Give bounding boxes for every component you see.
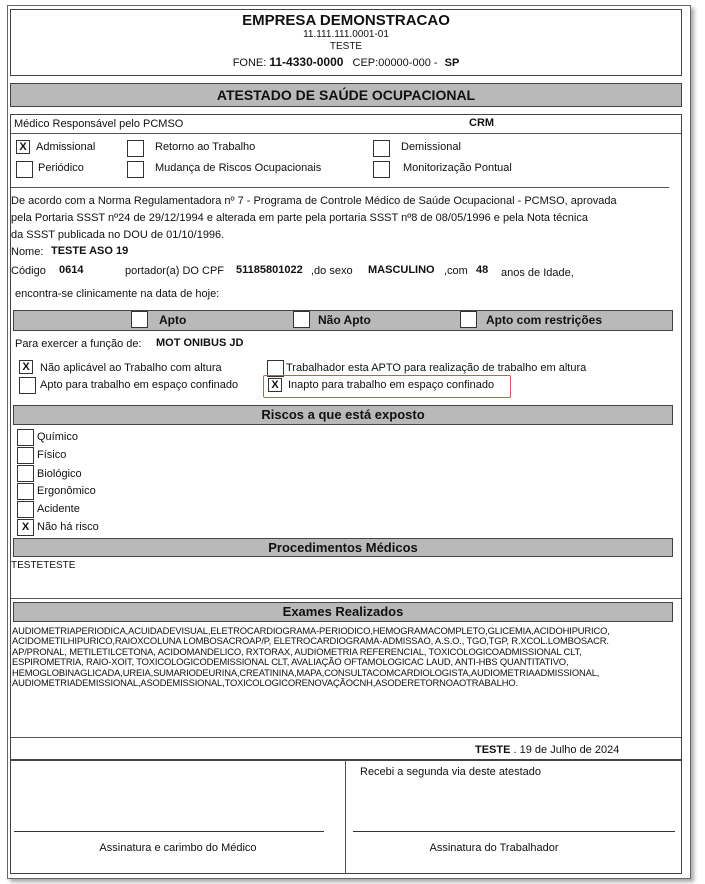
company-contact: [10, 55, 682, 69]
worker-signature-line: [353, 831, 675, 832]
label-monitorizacao: Monitorização Pontual: [403, 162, 512, 174]
divider: [11, 187, 669, 188]
age-label: ,com: [444, 265, 468, 277]
cep-value: 00000-000: [378, 57, 431, 69]
state-value: SP: [444, 57, 460, 69]
function-label: Para exercer a função de:: [15, 338, 142, 350]
doctor-signature-label: Assinatura e carimbo do Médico: [99, 842, 257, 854]
doctor-signature-line: [14, 831, 324, 832]
signature-divider: [345, 760, 346, 874]
legal-line: da SSST publicada no DOU de 01/10/1996.: [11, 229, 225, 241]
label-risk-nao-ha: Não há risco: [37, 521, 99, 533]
checkbox-risk-quimico[interactable]: [17, 429, 34, 446]
date-line: [475, 744, 619, 756]
label-risk-biologico: Biológico: [37, 468, 82, 480]
exams-title: Exames Realizados: [13, 602, 673, 622]
risks-title: Riscos a que está exposto: [13, 405, 673, 425]
checkbox-mudanca-riscos[interactable]: [127, 161, 144, 178]
label-risk-fisico: Físico: [37, 449, 67, 461]
cep-separator: -: [433, 57, 438, 69]
checkbox-demissional[interactable]: [373, 140, 390, 157]
cep-label: CEP:: [352, 57, 379, 69]
checkbox-nao-aplicavel-altura[interactable]: X: [19, 360, 33, 374]
name-label: Nome:: [11, 246, 44, 258]
sex-label: ,do sexo: [311, 265, 353, 277]
code-label: Código: [11, 265, 46, 277]
label-inapto-confinado: Inapto para trabalho em espaço confinado: [288, 379, 495, 391]
checkbox-risk-nao-ha[interactable]: X: [17, 519, 34, 536]
received-text: Recebi a segunda via deste atestado: [360, 766, 542, 778]
checkbox-retorno[interactable]: [127, 140, 144, 157]
legal-line: pela Portaria SSST nº24 de 29/12/1994 e alterada em parte pela portaria SSST nº8 de 08/05/1996 e pela Nota técnica: [11, 212, 588, 224]
checkbox-risk-biologico[interactable]: [17, 465, 34, 482]
label-risk-acidente: Acidente: [37, 503, 80, 515]
checkbox-admissional[interactable]: X: [16, 140, 30, 154]
checkbox-apto[interactable]: [131, 311, 148, 328]
exam-line: AUDIOMETRIADEMISSIONAL,ASODEMISSIONAL,TOXICOLOGICORENOVAÇÃOCNH,ASODERETORNOAOTRABALHO.: [12, 677, 518, 689]
exam-line: AUDIOMETRIAPERIODICA,ACUIDADEVISUAL,ELETROCARDIOGRAMA-PERIODICO,HEMOGRAMACOMPLETO,GLICEMIA,ACIDOHIPURICO,: [12, 625, 610, 636]
date-text: . 19 de Julho de 2024: [513, 744, 620, 756]
checkbox-inapto-confinado[interactable]: X: [268, 378, 282, 392]
phone-value: 11-4330-0000: [269, 55, 344, 69]
label-mudanca-riscos: Mudança de Riscos Ocupacionais: [155, 162, 322, 174]
label-risk-quimico: Químico: [37, 431, 78, 443]
signatures-box: [10, 760, 682, 874]
document-title: ATESTADO DE SAÚDE OCUPACIONAL: [10, 83, 682, 107]
checkbox-risk-acidente[interactable]: [17, 501, 34, 518]
label-retorno: Retorno ao Trabalho: [155, 141, 256, 153]
checkbox-apto-confinado[interactable]: [19, 377, 36, 394]
procedures-text: TESTETESTE: [11, 560, 76, 571]
worker-age: 48: [476, 264, 489, 276]
worker-name: TESTE ASO 19: [51, 245, 129, 257]
label-apto-confinado: Apto para trabalho em espaço confinado: [40, 379, 239, 391]
label-risk-ergonomico: Ergonômico: [37, 485, 96, 497]
worker-sex: MASCULINO: [368, 264, 435, 276]
cpf-label: portador(a) DO CPF: [125, 265, 225, 277]
legal-line: De acordo com a Norma Regulamentadora nº 7 - Programa de Controle Médico de Saúde Ocupacional - PCMSO, aprovada: [11, 195, 617, 207]
function-value: MOT ONIBUS JD: [156, 337, 244, 349]
label-demissional: Demissional: [401, 141, 461, 153]
doctor-label: Médico Responsável pelo PCMSO: [14, 118, 184, 130]
company-name: EMPRESA DEMONSTRACAO: [242, 12, 450, 29]
exam-line: AP/PRONAL, METILETILCETONA, ACIDOMANDELICO, RXTORAX, AUDIOMETRIA REFERENCIAL, TOXICOLOGICOADMISSIONAL CLT,: [12, 645, 582, 657]
phone-label: FONE:: [232, 57, 267, 69]
checkbox-periodico[interactable]: [16, 161, 33, 178]
label-admissional: Admissional: [36, 141, 96, 153]
clinical-text: encontra-se clinicamente na data de hoje:: [15, 288, 220, 300]
divider: [11, 133, 681, 134]
label-periodico: Periódico: [38, 162, 84, 174]
checkbox-apto-restricoes[interactable]: [460, 311, 477, 328]
exam-line: HEMOGLOBINAGLICADA,UREIA,SUMARIODEURINA,CREATININA,MAPA,CONSULTACOMCARDIOLOGISTA,AUDIOMETRIAADMISSIONAL,: [12, 666, 600, 678]
age-suffix: anos de Idade,: [501, 267, 574, 279]
legal-text: [11, 193, 617, 244]
label-apto-restricoes: Apto com restrições: [486, 313, 603, 327]
exam-line: ESPIROMETRIA, RAIO-XOIT, TOXICOLOGICODEMISSIONAL CLT, AVALIAÇÃO OFTAMOLOGICAC LAUD, ANTI-HBS QUANTITATIVO,: [12, 656, 569, 668]
checkbox-nao-apto[interactable]: [293, 311, 310, 328]
worker-cpf: 51185801022: [236, 264, 303, 276]
label-apto: Apto: [159, 313, 187, 327]
company-subtitle: TESTE: [329, 41, 363, 52]
checkbox-risk-fisico[interactable]: [17, 447, 34, 464]
worker-signature-label: Assinatura do Trabalhador: [429, 842, 559, 854]
divider: [11, 598, 681, 599]
exams-list: [12, 626, 610, 688]
checkbox-risk-ergonomico[interactable]: [17, 483, 34, 500]
company-cnpj: 11.111.111.0001-01: [303, 29, 389, 40]
exam-line: ACIDOMETILHIPURICO,RAIOXCOLUNA LOMBOSACROAP/P, ELETROCARDIOGRAMA-ADMISSAO, A.S.O., TGO,TGP, R.XCOL.LOMBOSACR.: [12, 635, 609, 647]
label-nao-apto: Não Apto: [318, 313, 371, 327]
crm-label: CRM: [469, 117, 495, 129]
date-city: TESTE: [475, 744, 511, 756]
procedures-title: Procedimentos Médicos: [13, 538, 673, 557]
label-nao-aplicavel-altura: Não aplicável ao Trabalho com altura: [40, 362, 222, 374]
divider: [11, 737, 681, 738]
checkbox-monitorizacao[interactable]: [373, 161, 390, 178]
label-apto-altura: Trabalhador esta APTO para realização de trabalho em altura: [286, 362, 587, 374]
worker-code: 0614: [59, 264, 84, 276]
